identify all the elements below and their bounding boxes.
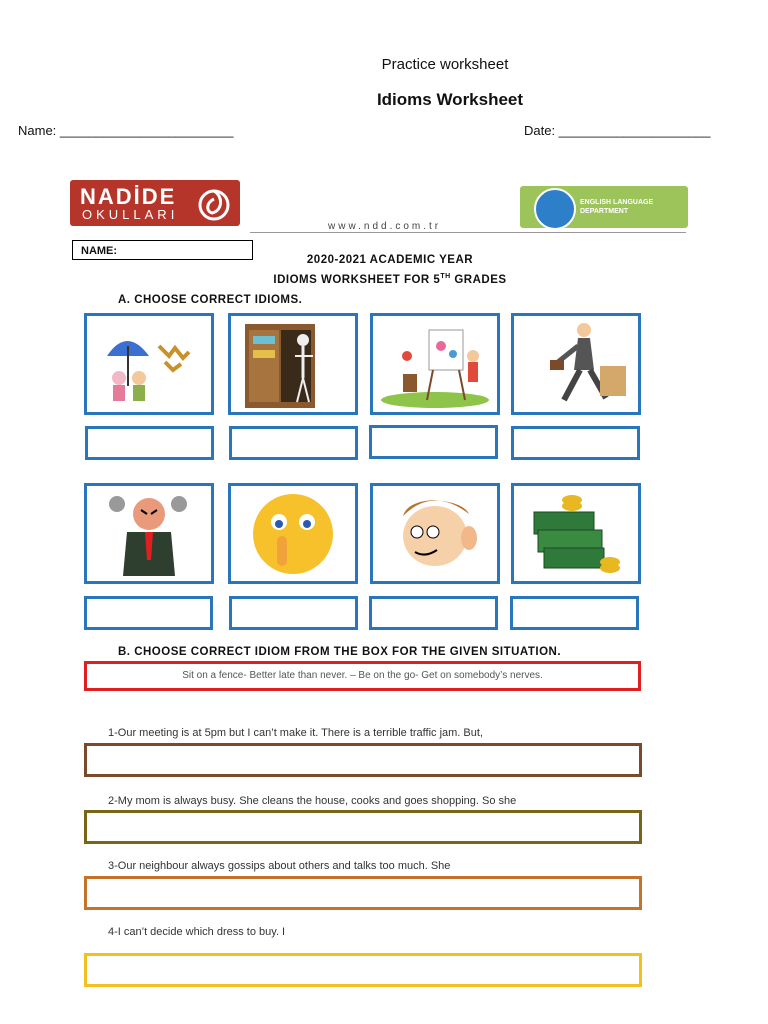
department-badge <box>520 186 688 228</box>
wardrobe-skeleton-icon <box>231 316 355 412</box>
answer-line-4[interactable] <box>84 953 642 987</box>
badge-line-1: ENGLISH LANGUAGE <box>580 199 654 206</box>
logo-swirl-icon <box>194 183 234 223</box>
question-3: 3-Our neighbour always gossips about others and talks too much. She <box>108 860 451 872</box>
answer-box-7[interactable] <box>369 596 498 630</box>
answer-line-2[interactable] <box>84 810 642 844</box>
picture-8 <box>511 483 641 584</box>
picture-7 <box>370 483 500 584</box>
answer-box-3[interactable] <box>369 425 498 459</box>
money-stack-icon <box>514 486 638 581</box>
idiom-choices-box: Sit on a fence- Better late than never. – Be on the go- Get on somebody’s nerves. <box>84 661 641 691</box>
answer-box-4[interactable] <box>511 426 640 460</box>
angry-man-icon <box>87 486 211 581</box>
question-4: 4-I can’t decide which dress to buy. I <box>108 926 286 938</box>
globe-icon <box>534 188 576 230</box>
worksheet-grade-heading: IDIOMS WORKSHEET FOR 5TH GRADES <box>273 273 507 286</box>
answer-box-2[interactable] <box>229 426 358 460</box>
answer-box-5[interactable] <box>84 596 213 630</box>
website-text: www.ndd.com.tr <box>328 221 442 232</box>
badge-line-2: DEPARTMENT <box>580 208 629 215</box>
page-title: Idioms Worksheet <box>376 90 524 109</box>
school-logo <box>70 180 240 226</box>
painting-easel-icon <box>373 316 497 412</box>
picture-3 <box>370 313 500 415</box>
question-1: 1-Our meeting is at 5pm but I can’t make it. There is a terrible traffic jam. But, <box>108 727 483 739</box>
name-field-line: Name: ________________________ <box>18 123 234 138</box>
shush-emoji-icon <box>231 486 355 581</box>
answer-box-8[interactable] <box>510 596 639 630</box>
answer-box-1[interactable] <box>85 426 214 460</box>
listening-boy-icon <box>373 486 497 581</box>
answer-line-3[interactable] <box>84 876 642 910</box>
name-box: NAME: <box>72 240 253 260</box>
date-field-line: Date: _____________________ <box>524 123 711 138</box>
academic-year-heading: 2020-2021 ACADEMIC YEAR <box>306 254 474 266</box>
picture-2 <box>228 313 358 415</box>
answer-line-1[interactable] <box>84 743 642 777</box>
picture-1 <box>84 313 214 415</box>
section-a-heading: A. CHOOSE CORRECT IDIOMS. <box>118 294 303 306</box>
page-subtitle: Practice worksheet <box>381 56 509 73</box>
header-divider <box>250 232 686 233</box>
section-b-heading: B. CHOOSE CORRECT IDIOM FROM THE BOX FOR THE GIVEN SITUATION. <box>118 646 562 658</box>
picture-5 <box>84 483 214 584</box>
logo-bottom-text: OKULLARI <box>82 207 179 222</box>
question-2: 2-My mom is always busy. She cleans the house, cooks and goes shopping. So she <box>108 795 517 807</box>
answer-box-6[interactable] <box>229 596 358 630</box>
running-businessman-icon <box>514 316 638 412</box>
logo-top-text: NADİDE <box>80 184 177 209</box>
picture-4 <box>511 313 641 415</box>
umbrella-rain-icon <box>87 316 211 412</box>
picture-6 <box>228 483 358 584</box>
